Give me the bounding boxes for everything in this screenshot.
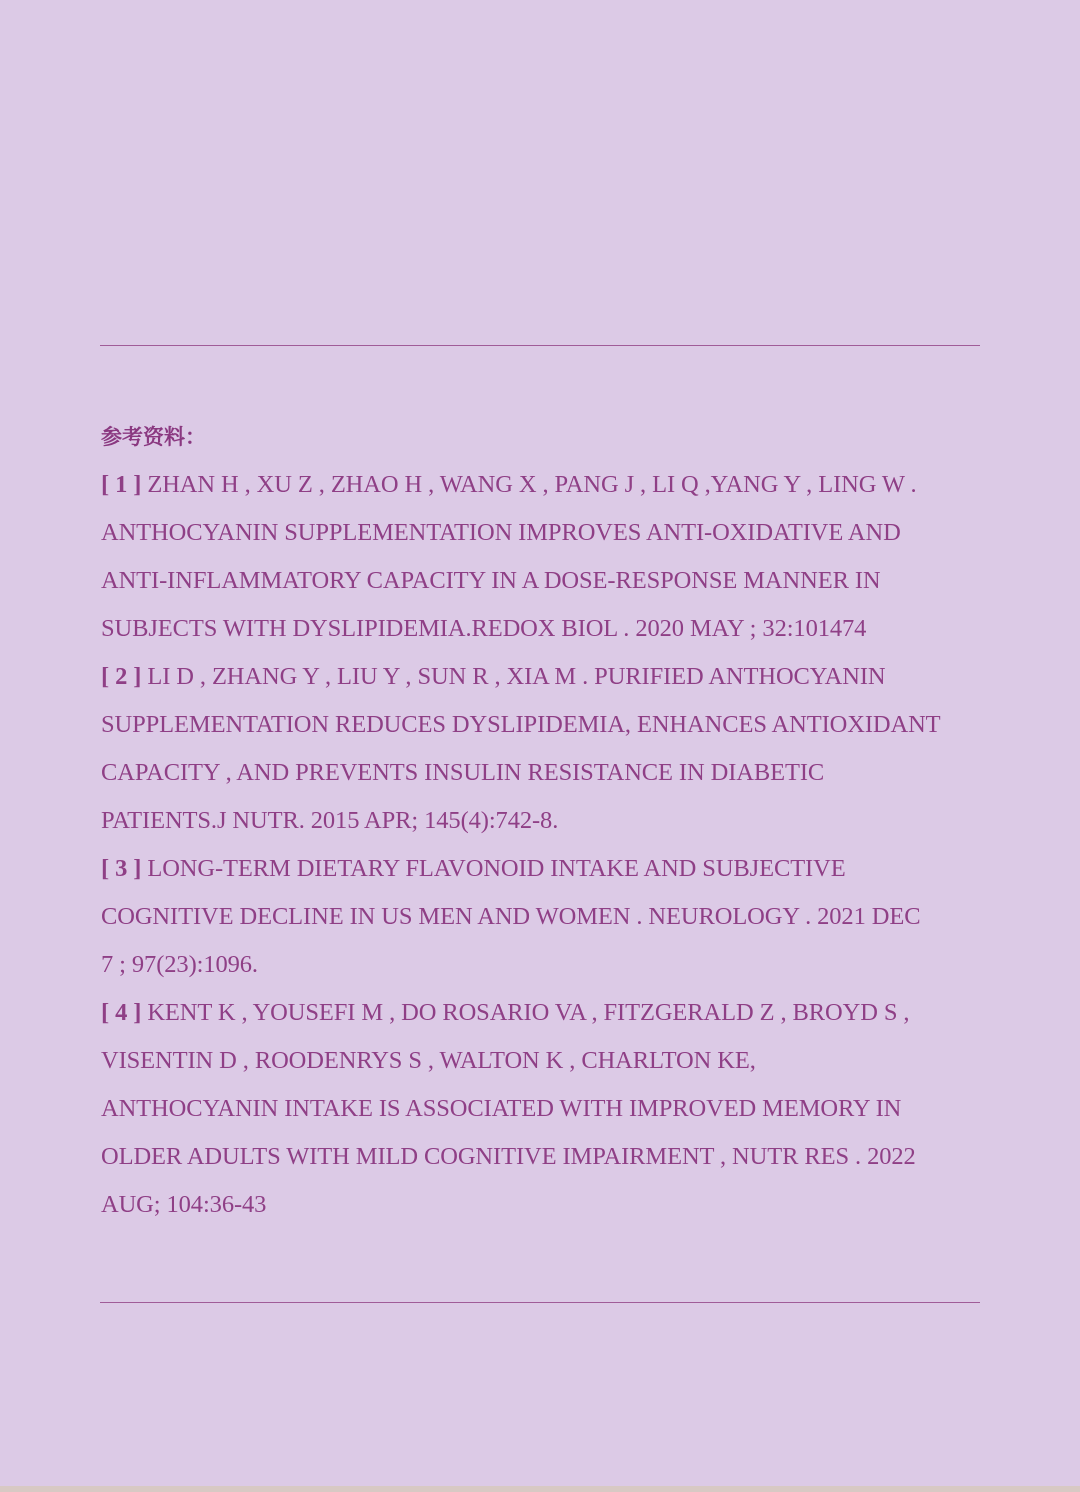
reference-2-line-1	[101, 653, 991, 701]
reference-1-number: [ 1 ]	[101, 471, 142, 498]
reference-2-line-4: PATIENTS.J NUTR. 2015 APR; 145(4):742-8.	[101, 807, 559, 834]
reference-4-number: [ 4 ]	[101, 999, 142, 1026]
reference-4-line-5: AUG; 104:36-43	[101, 1191, 267, 1218]
reference-1-line-4: SUBJECTS WITH DYSLIPIDEMIA.REDOX BIOL . 2020 MAY ; 32:101474	[101, 615, 867, 642]
references-heading: 参考资料：	[101, 424, 206, 449]
reference-3-number: [ 3 ]	[101, 855, 142, 882]
references-section	[101, 413, 991, 1229]
reference-3-line-1	[101, 845, 991, 893]
reference-2-text: LI D , ZHANG Y , LIU Y , SUN R , XIA M . PURIFIED ANTHOCYANIN	[147, 663, 886, 690]
reference-3-line-2: COGNITIVE DECLINE IN US MEN AND WOMEN . NEUROLOGY . 2021 DEC	[101, 903, 921, 930]
reference-3-text: LONG-TERM DIETARY FLAVONOID INTAKE AND SUBJECTIVE	[147, 855, 846, 882]
reference-4-line-2: VISENTIN D , ROODENRYS S , WALTON K , CHARLTON KE,	[101, 1047, 756, 1074]
reference-4-line-3: ANTHOCYANIN INTAKE IS ASSOCIATED WITH IMPROVED MEMORY IN	[101, 1095, 902, 1122]
reference-4-line-1	[101, 989, 991, 1037]
reference-2-number: [ 2 ]	[101, 663, 142, 690]
reference-1-line-3: ANTI-INFLAMMATORY CAPACITY IN A DOSE-RESPONSE MANNER IN	[101, 567, 881, 594]
bottom-edge-band	[0, 1486, 1080, 1492]
reference-4-line-4: OLDER ADULTS WITH MILD COGNITIVE IMPAIRMENT , NUTR RES . 2022	[101, 1143, 916, 1170]
reference-1-text: ZHAN H , XU Z , ZHAO H , WANG X , PANG J , LI Q ,YANG Y , LING W .	[147, 471, 917, 498]
reference-1-line-2: ANTHOCYANIN SUPPLEMENTATION IMPROVES ANTI-OXIDATIVE AND	[101, 519, 901, 546]
bottom-divider	[100, 1302, 980, 1303]
reference-4-text: KENT K , YOUSEFI M , DO ROSARIO VA , FITZGERALD Z , BROYD S ,	[147, 999, 910, 1026]
top-divider	[100, 345, 980, 346]
reference-2-line-2: SUPPLEMENTATION REDUCES DYSLIPIDEMIA, ENHANCES ANTIOXIDANT	[101, 711, 941, 738]
reference-1-line-1	[101, 461, 991, 509]
reference-3-line-3: 7 ; 97(23):1096.	[101, 951, 258, 978]
reference-2-line-3: CAPACITY , AND PREVENTS INSULIN RESISTANCE IN DIABETIC	[101, 759, 825, 786]
